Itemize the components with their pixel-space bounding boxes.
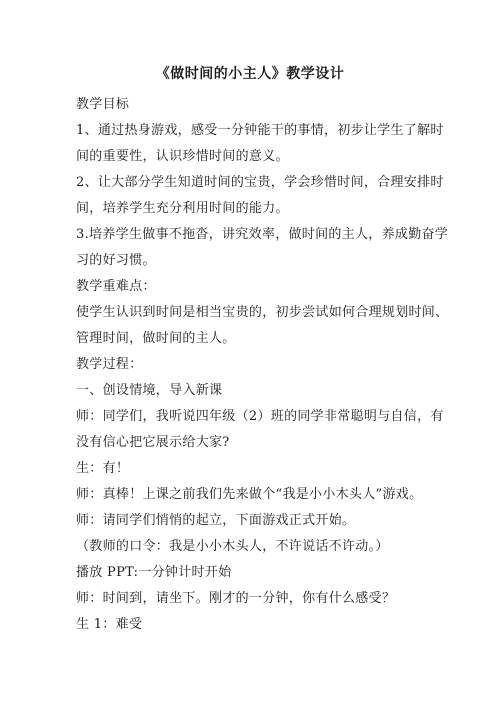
section-heading-objectives: 教学目标 xyxy=(76,97,130,112)
subsection-heading: 一、创设情境，导入新课 xyxy=(76,383,223,398)
text-line: 间的重要性，认识珍惜时间的意义。 xyxy=(76,149,289,164)
text-line: 师：真棒！上课之前我们先来做个“我是小小木头人”游戏。 xyxy=(76,487,423,502)
text-line: 没有信心把它展示给大家? xyxy=(76,435,230,450)
text-line: 生 1：难受 xyxy=(76,617,143,632)
section-heading-process: 教学过程： xyxy=(76,357,143,372)
text-line: 生：有！ xyxy=(76,461,130,476)
text-line: 1、通过热身游戏，感受一分钟能干的事情，初步让学生了解时 xyxy=(76,123,444,138)
section-heading-key-points: 教学重难点： xyxy=(76,279,156,294)
text-line: 间，培养学生充分利用时间的能力。 xyxy=(76,201,289,216)
text-line: 师：时间到，请坐下。刚才的一分钟，你有什么感受？ xyxy=(76,591,396,606)
text-line: 使学生认识到时间是相当宝贵的，初步尝试如何合理规划时间、 xyxy=(76,305,449,320)
text-line: 师：请同学们悄悄的起立，下面游戏正式开始。 xyxy=(76,513,356,528)
text-line: （教师的口令：我是小小木头人，不许说话不许动。） xyxy=(76,539,389,554)
document-body xyxy=(76,92,449,638)
text-line: 师：同学们，我听说四年级（2）班的同学非常聪明与自信，有 xyxy=(76,409,444,424)
text-line: 习的好习惯。 xyxy=(76,253,156,268)
text-line: 播放 PPT:一分钟计时开始 xyxy=(76,565,232,580)
text-line: 管理时间，做时间的主人。 xyxy=(76,331,236,346)
document-title: 《做时间的小主人》教学设计 xyxy=(155,66,345,82)
text-line: 3.培养学生做事不拖沓，讲究效率，做时间的主人，养成勤奋学 xyxy=(76,227,449,242)
text-line: 2、让大部分学生知道时间的宝贵，学会珍惜时间，合理安排时 xyxy=(76,175,444,190)
